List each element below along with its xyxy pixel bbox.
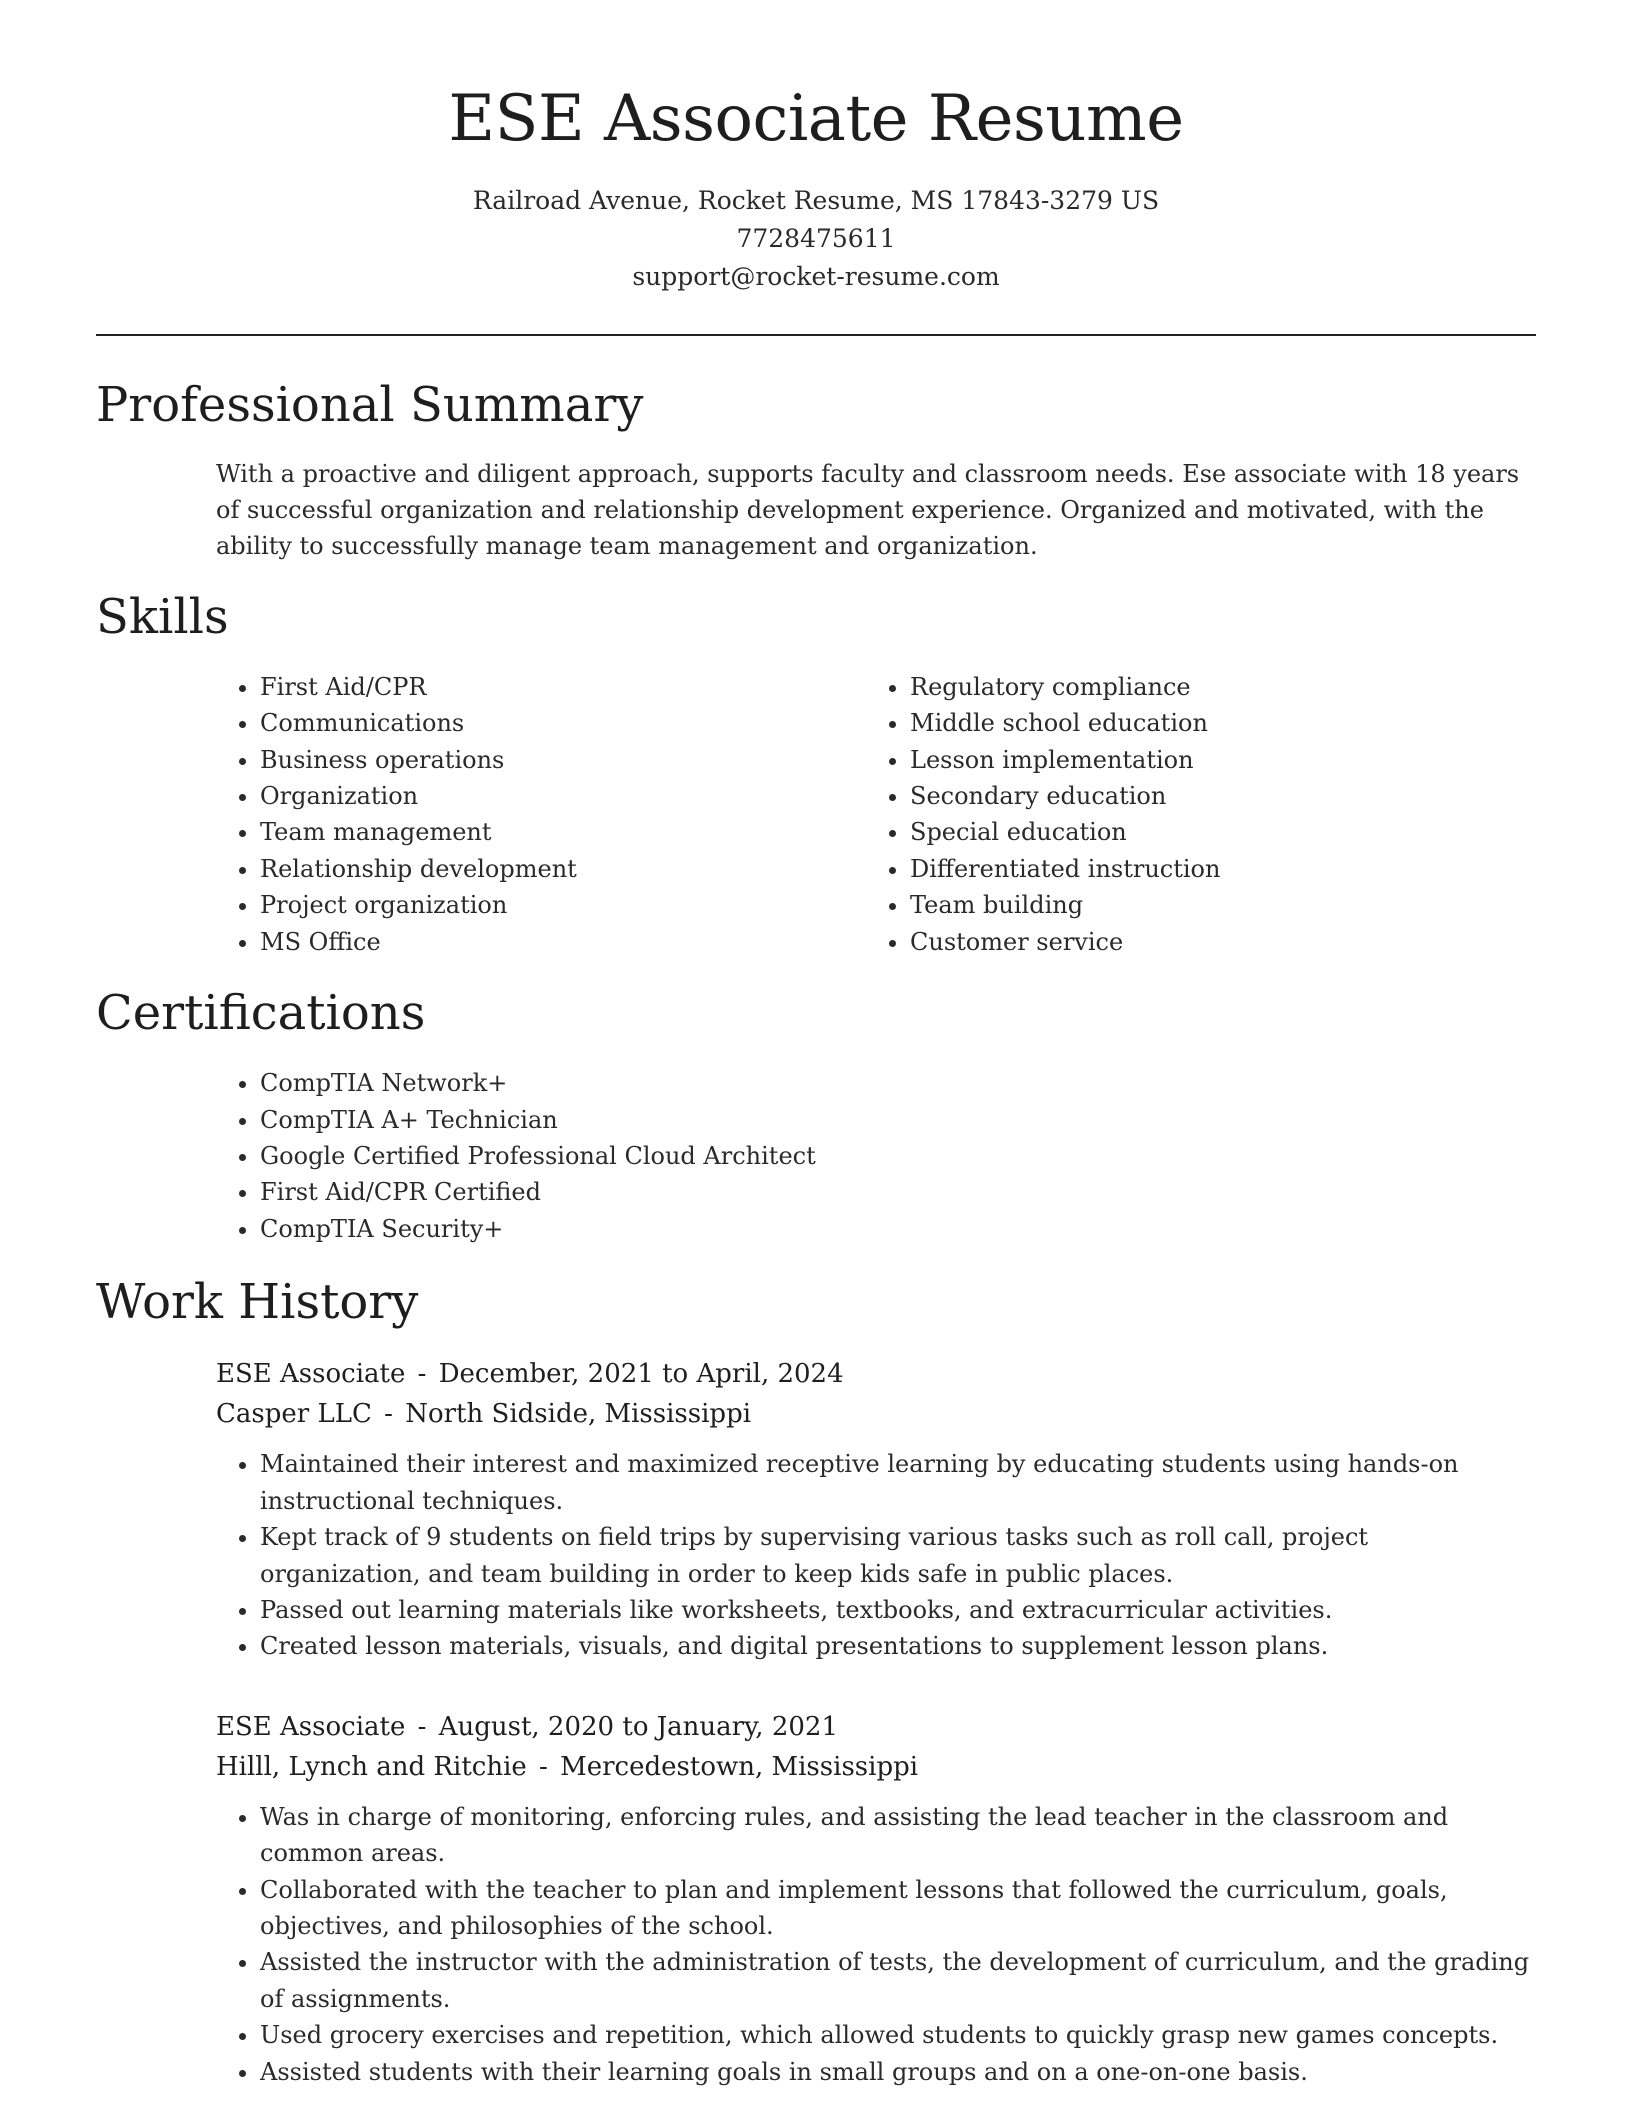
skills-heading: Skills — [96, 588, 229, 645]
header-divider — [96, 334, 1536, 336]
job-role-line — [216, 1354, 1536, 1394]
skill-item: • Customer service — [910, 924, 1220, 960]
job-role: ESE Associate — [216, 1359, 406, 1390]
duty-item: • Assisted students with their learning goals in small groups and on a one-on-one basis. — [260, 2054, 1536, 2090]
skill-item: • Organization — [260, 778, 866, 814]
skill-item: • Differentiated instruction — [910, 851, 1220, 887]
skills-list — [216, 669, 1536, 960]
duty-item: • Assisted the instructor with the administration of tests, the development of curriculum, and the grading of assignments. — [260, 1944, 1536, 2017]
job-dates: December, 2021 to April, 2024 — [438, 1359, 844, 1390]
skill-item: • MS Office — [260, 924, 866, 960]
certification-item: • Google Certified Professional Cloud Architect — [260, 1138, 1536, 1174]
job-role-line — [216, 1707, 1536, 1747]
certification-item: • CompTIA Network+ — [260, 1065, 1536, 1101]
duty-item: • Used grocery exercises and repetition, which allowed students to quickly grasp new games concepts. — [260, 2017, 1536, 2053]
skill-item: • Communications — [260, 705, 866, 741]
job-company: Casper LLC — [216, 1399, 372, 1430]
job-company-line — [216, 1747, 1536, 1787]
skills-column-right — [866, 669, 1220, 960]
duty-item: • Created lesson materials, visuals, and digital presentations to supplement lesson plans. — [260, 1628, 1536, 1664]
resume-header — [96, 0, 1536, 296]
job-company: Hilll, Lynch and Ritchie — [216, 1751, 527, 1782]
duty-item: • Collaborated with the teacher to plan and implement lessons that followed the curriculum, goals, objectives, and philosophies of the school. — [260, 1872, 1536, 1945]
job-entry — [216, 1354, 1536, 1664]
job-entry — [216, 1707, 1536, 2090]
duty-item: • Was in charge of monitoring, enforcing rules, and assisting the lead teacher in the classroom and common areas. — [260, 1799, 1536, 1872]
phone: 7728475611 — [736, 224, 896, 254]
duty-item: • Kept track of 9 students on field trips by supervising various tasks such as roll call, project organization, and team building in order to keep kids safe in public places. — [260, 1519, 1536, 1592]
skill-item: • Business operations — [260, 742, 866, 778]
job-location: Mercedestown, Mississippi — [560, 1751, 919, 1782]
skill-item: • Team management — [260, 814, 866, 850]
job-company-line — [216, 1394, 1536, 1434]
skill-item: • Regulatory compliance — [910, 669, 1220, 705]
separator: - — [417, 1711, 427, 1742]
skill-item: • Project organization — [260, 887, 866, 923]
skills-column-left — [216, 669, 866, 960]
separator: - — [417, 1359, 427, 1390]
summary-text: With a proactive and diligent approach, supports faculty and classroom needs. Ese associate with 18 years of successful organization and relationship development experience. Organized and motivated, with the ability to successfully manage team management and organization. — [216, 459, 1520, 560]
certification-item: • CompTIA Security+ — [260, 1211, 1536, 1247]
summary-heading: Professional Summary — [96, 377, 644, 434]
separator: - — [384, 1399, 393, 1430]
job-location: North Sidside, Mississippi — [405, 1399, 752, 1430]
job-dates: August, 2020 to January, 2021 — [438, 1711, 839, 1742]
skill-item: • Team building — [910, 887, 1220, 923]
skill-item: • First Aid/CPR — [260, 669, 866, 705]
certification-item: • CompTIA A+ Technician — [260, 1102, 1536, 1138]
skill-item: • Secondary education — [910, 778, 1220, 814]
skill-item: • Middle school education — [910, 705, 1220, 741]
contact-info — [96, 182, 1536, 296]
address: Railroad Avenue, Rocket Resume, MS 17843-3279 US — [472, 186, 1160, 216]
skill-item: • Relationship development — [260, 851, 866, 887]
skill-item: • Lesson implementation — [910, 742, 1220, 778]
certification-item: • First Aid/CPR Certified — [260, 1174, 1536, 1210]
resume-title: ESE Associate Resume — [448, 82, 1184, 156]
separator: - — [539, 1751, 548, 1782]
job-duties — [216, 1799, 1536, 2090]
duty-item: • Maintained their interest and maximized receptive learning by educating students using hands-on instructional techniques. — [260, 1446, 1536, 1519]
job-role: ESE Associate — [216, 1711, 406, 1742]
certifications-heading: Certifications — [96, 985, 426, 1042]
work-history-heading: Work History — [96, 1274, 419, 1331]
job-duties — [216, 1446, 1536, 1664]
duty-item: • Passed out learning materials like worksheets, textbooks, and extracurricular activities. — [260, 1592, 1536, 1628]
certifications-list — [216, 1065, 1536, 1247]
skill-item: • Special education — [910, 814, 1220, 850]
email: support@rocket-resume.com — [632, 262, 1000, 292]
